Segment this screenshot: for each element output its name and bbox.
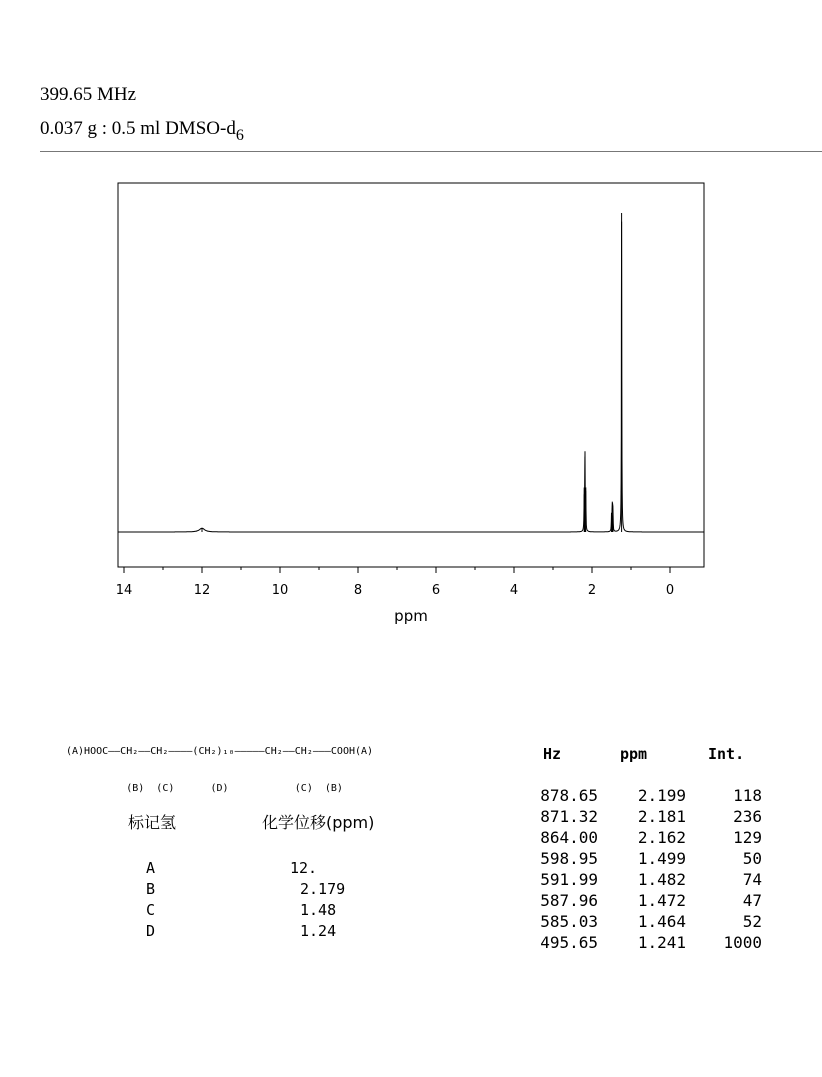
peak-hz: 878.65 — [540, 786, 598, 805]
assignment-shift: 2.179 — [300, 880, 346, 898]
assignment-label: D — [146, 922, 156, 940]
peak-int: 50 — [742, 849, 762, 868]
assignment-header-label: 标记氢 — [128, 813, 177, 832]
peak-int: 74 — [742, 870, 762, 889]
assignment-header-shift: 化学位移(ppm) — [262, 813, 375, 832]
x-axis-ticks — [116, 567, 674, 598]
structure-formula — [66, 724, 373, 805]
peak-hz: 585.03 — [540, 912, 598, 931]
assignment-shift: 12. — [290, 859, 318, 877]
peak-hz: 864.00 — [540, 828, 598, 847]
peak-int: 47 — [742, 891, 762, 910]
peak-ppm: 1.241 — [637, 933, 686, 952]
peak-header-int: Int. — [708, 745, 745, 763]
spectrometer-frequency: 399.65 MHz — [40, 84, 137, 105]
plot-frame — [118, 183, 704, 567]
peak-int: 236 — [733, 807, 762, 826]
peak-ppm: 2.162 — [637, 828, 686, 847]
x-tick-label: 14 — [115, 583, 133, 598]
peak-ppm: 2.199 — [637, 786, 686, 805]
structure-proton-labels: (B) (C) (D) (C) (B) — [66, 783, 343, 794]
assignment-shift: 1.24 — [300, 922, 337, 940]
structure-formula-line: (A)HOOC——CH₂——CH₂————(CH₂)₁₀—————CH₂——CH₂———COOH(A) — [66, 746, 374, 757]
peak-int: 1000 — [723, 933, 762, 952]
x-tick-label: 4 — [509, 583, 519, 598]
peak-ppm: 1.482 — [637, 870, 686, 889]
peak-int: 129 — [733, 828, 762, 847]
peak-header-hz: Hz — [543, 745, 562, 763]
peak-hz: 871.32 — [540, 807, 598, 826]
peak-ppm: 1.464 — [637, 912, 686, 931]
assignment-shift: 1.48 — [300, 901, 337, 919]
x-tick-label: 10 — [271, 583, 289, 598]
peak-ppm: 2.181 — [637, 807, 686, 826]
sample-prefix: 0.037 g : 0.5 ml DMSO-d — [40, 118, 236, 139]
x-tick-label: 8 — [353, 583, 363, 598]
x-tick-label: 0 — [665, 583, 675, 598]
peak-hz: 591.99 — [540, 870, 598, 889]
x-tick-label: 12 — [193, 583, 211, 598]
peak-header-ppm: ppm — [620, 745, 648, 763]
sample-subscript: 6 — [235, 127, 244, 144]
spectrum-trace — [118, 222, 704, 532]
assignment-label: A — [146, 859, 156, 877]
assignment-label: B — [146, 880, 156, 898]
peak-int: 118 — [733, 786, 762, 805]
x-tick-label: 6 — [431, 583, 441, 598]
x-tick-label: 2 — [587, 583, 597, 598]
peak-int: 52 — [742, 912, 762, 931]
peak-hz: 495.65 — [540, 933, 598, 952]
peak-ppm: 1.499 — [637, 849, 686, 868]
peak-ppm: 1.472 — [637, 891, 686, 910]
x-axis-label: ppm — [394, 607, 428, 625]
peak-hz: 587.96 — [540, 891, 598, 910]
assignment-label: C — [146, 901, 156, 919]
peak-hz: 598.95 — [540, 849, 598, 868]
